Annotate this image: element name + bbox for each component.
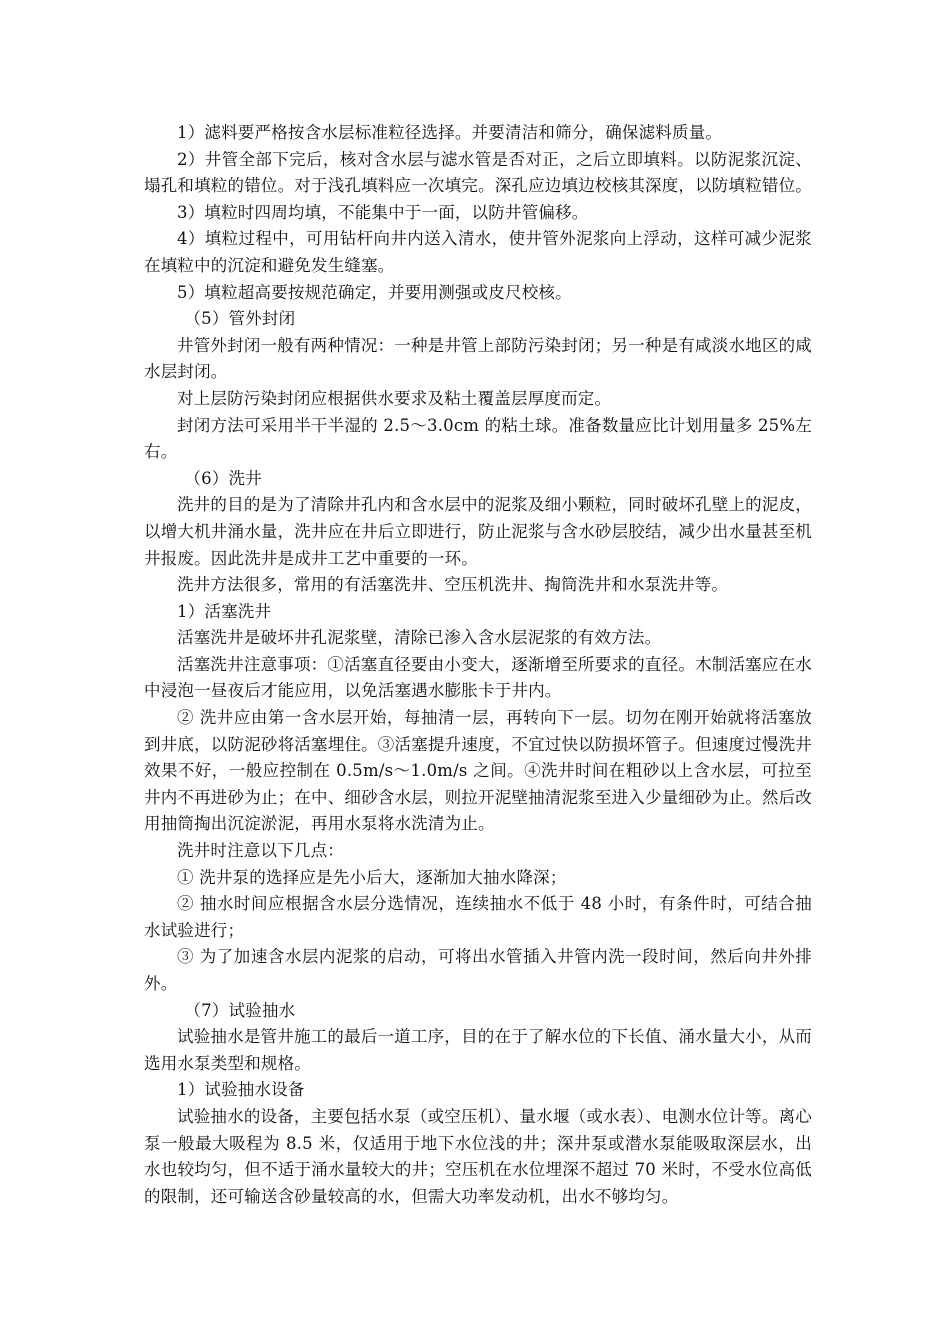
paragraph-filling-check: 2）井管全部下完后，核对含水层与滤水管是否对正，之后立即填料。以防泥浆沉淀、塌孔和填粒的错位。对于浅孔填料应一次填完。深孔应边填边校核其深度，以防填粒错位。 xyxy=(144,149,812,196)
document-page xyxy=(144,120,812,1210)
paragraph-test-pumping-purpose: 试验抽水是管井施工的最后一道工序，目的在于了解水位的下长值、涌水量大小，从而选用水泵类型和规格。 xyxy=(144,1027,812,1073)
section-heading-outer-seal: （5）管外封闭 xyxy=(184,309,296,329)
section-heading-test-pumping: （7）试验抽水 xyxy=(184,1000,296,1020)
subheading-test-equipment: 1）试验抽水设备 xyxy=(177,1080,305,1100)
list-item-pump-selection: ① 洗井泵的选择应是先小后大，逐渐加大抽水降深； xyxy=(177,867,567,887)
paragraph-piston-notes: 活塞洗井注意事项：①活塞直径要由小变大，逐渐增至所要求的直径。木制活塞应在水中浸泡一昼夜后才能应用，以免活塞遇水膨胀卡于井内。 xyxy=(144,654,812,701)
paragraph-washing-points: 洗井时注意以下几点： xyxy=(177,841,344,861)
paragraph-washing-methods: 洗井方法很多，常用的有活塞洗井、空压机洗井、掏筒洗井和水泵洗井等。 xyxy=(177,575,729,595)
paragraph-even-filling: 3）填粒时四周均填，不能集中于一面，以防井管偏移。 xyxy=(177,202,589,222)
list-item-outlet-pipe: ③ 为了加速含水层内泥浆的启动，可将出水管插入井管内洗一段时间，然后向井外排外。 xyxy=(144,947,812,993)
paragraph-piston-procedure: ② 洗井应由第一含水层开始，每抽清一层，再转向下一层。切勿在刚开始就将活塞放到井底，以防泥砂将活塞埋住。③活塞提升速度，不宜过快以防损坏管子。但速度过慢洗井效果不好，一般应控制在 0.5m/s～1.0m/s 之间。④洗井时间在粗砂以上含水层，可拉至井内不再进砂为止；在中、细砂含水层，则拉开泥壁抽清泥浆至进入少量细砂为止。然后改用抽筒掏出沉淀淤泥，再用水泵将水洗清为止。 xyxy=(144,708,812,834)
paragraph-overfill-height: 5）填粒超高要按规范确定，并要用测强或皮尺校核。 xyxy=(177,282,572,302)
list-item-pumping-time: ② 抽水时间应根据含水层分选情况，连续抽水不低于 48 小时，有条件时，可结合抽水试验进行； xyxy=(144,894,812,940)
paragraph-upper-seal: 对上层防污染封闭应根据供水要求及粘土覆盖层厚度而定。 xyxy=(177,388,612,408)
paragraph-washing-purpose: 洗井的目的是为了清除井孔内和含水层中的泥浆及细小颗粒，同时破坏孔壁上的泥皮，以增大机井涌水量，洗井应在井后立即进行，防止泥浆与含水砂层胶结，减少出水量甚至机井报废。因此洗井是成井工艺中重要的一环。 xyxy=(144,495,812,568)
paragraph-test-equipment: 试验抽水的设备，主要包括水泵（或空压机）、量水堰（或水表）、电测水位计等。离心泵一般最大吸程为 8.5 米，仅适用于地下水位浅的井；深井泵或潜水泵能吸取深层水，出水也较均匀，但不适于涌水量较大的井；空压机在水位埋深不超过 70 米时，不受水位高低的限制，还可输送含砂量较高的水，但需大功率发动机，出水不够均匀。 xyxy=(144,1106,812,1206)
paragraph-water-injection: 4）填粒过程中，可用钻杆向井内送入清水，使井管外泥浆向上浮动，这样可减少泥浆在填粒中的沉淀和避免发生缝塞。 xyxy=(144,229,812,275)
paragraph-seal-method: 封闭方法可采用半干半湿的 2.5～3.0cm 的粘土球。准备数量应比计划用量多 25%左右。 xyxy=(144,415,812,462)
subheading-piston-washing: 1）活塞洗井 xyxy=(177,601,272,621)
paragraph-piston-effect: 活塞洗井是破坏井孔泥浆壁，清除已渗入含水层泥浆的有效方法。 xyxy=(177,628,662,648)
section-heading-well-washing: （6）洗井 xyxy=(184,468,262,488)
paragraph-seal-types: 井管外封闭一般有两种情况：一种是井管上部防污染封闭；另一种是有咸淡水地区的咸水层封闭。 xyxy=(144,335,812,382)
paragraph-filter-material: 1）滤料要严格按含水层标准粒径选择。并要清洁和筛分，确保滤料质量。 xyxy=(177,123,723,142)
